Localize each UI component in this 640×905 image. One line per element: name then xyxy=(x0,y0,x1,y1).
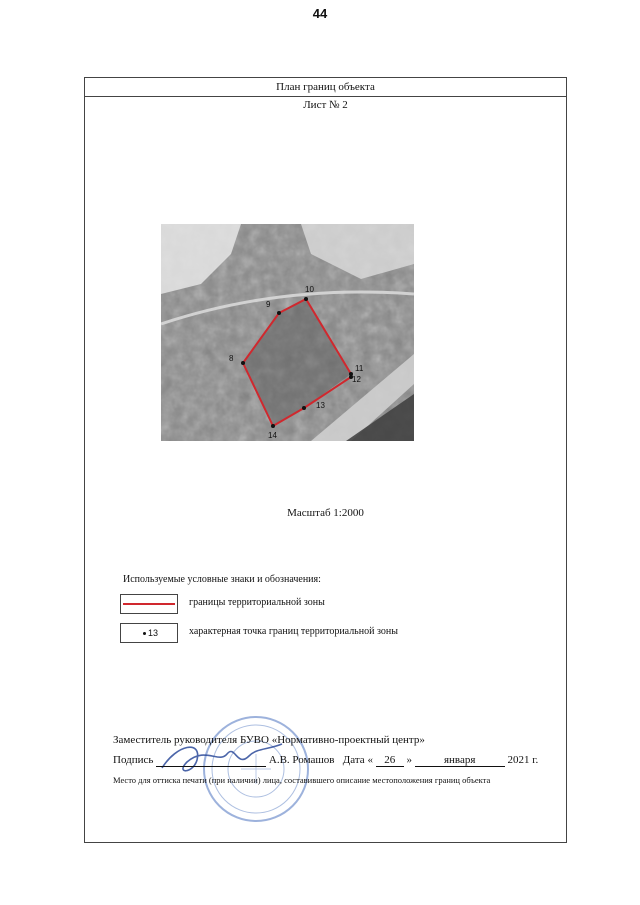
sign-label: Подпись xyxy=(113,754,154,766)
point-label-12: 12 xyxy=(352,375,361,384)
boundary-line-sample xyxy=(123,603,175,605)
signature-line xyxy=(113,754,538,767)
legend-boundary-label: границы территориальной зоны xyxy=(189,597,325,608)
document-frame xyxy=(84,77,567,843)
point-label-10: 10 xyxy=(305,285,314,294)
date-label: Дата « xyxy=(342,754,373,766)
legend-point-label: характерная точка границ территориальной зоны xyxy=(189,626,398,637)
page-number: 44 xyxy=(312,6,328,21)
signer-name: А.В. Ромашов xyxy=(268,754,335,766)
point-label-8: 8 xyxy=(229,354,234,363)
map-scale: Масштаб 1:2000 xyxy=(287,507,364,519)
boundary-point-9 xyxy=(277,311,281,315)
signer-role: Заместитель руководителя БУВО «Нормативно-проектный центр» xyxy=(113,734,425,746)
boundary-point-8 xyxy=(241,361,245,365)
date-year: 2021 г. xyxy=(507,754,539,766)
document-title: План границ объекта xyxy=(85,78,566,97)
date-month: января xyxy=(415,754,505,767)
date-quote-close: » xyxy=(406,754,412,766)
boundary-point-14 xyxy=(271,424,275,428)
legend-point-symbol xyxy=(120,623,178,643)
boundary-point-10 xyxy=(304,297,308,301)
point-label-13: 13 xyxy=(316,401,325,410)
point-dot-icon xyxy=(143,632,146,635)
boundary-point-13 xyxy=(302,406,306,410)
sheet-number: Лист № 2 xyxy=(303,99,348,111)
date-day: 26 xyxy=(376,754,404,767)
legend-boundary-symbol xyxy=(120,594,178,614)
point-label-11: 11 xyxy=(355,364,364,373)
legend-point-sample: 13 xyxy=(148,628,159,638)
point-label-14: 14 xyxy=(268,431,277,440)
stamp-place-note: Место для оттиска печати (при наличии) лица, составившего описание местоположения границ объекта xyxy=(113,775,491,785)
point-label-9: 9 xyxy=(266,300,271,309)
signature-blank xyxy=(156,754,266,767)
legend-title: Используемые условные знаки и обозначения: xyxy=(123,574,321,585)
aerial-map xyxy=(161,224,414,441)
